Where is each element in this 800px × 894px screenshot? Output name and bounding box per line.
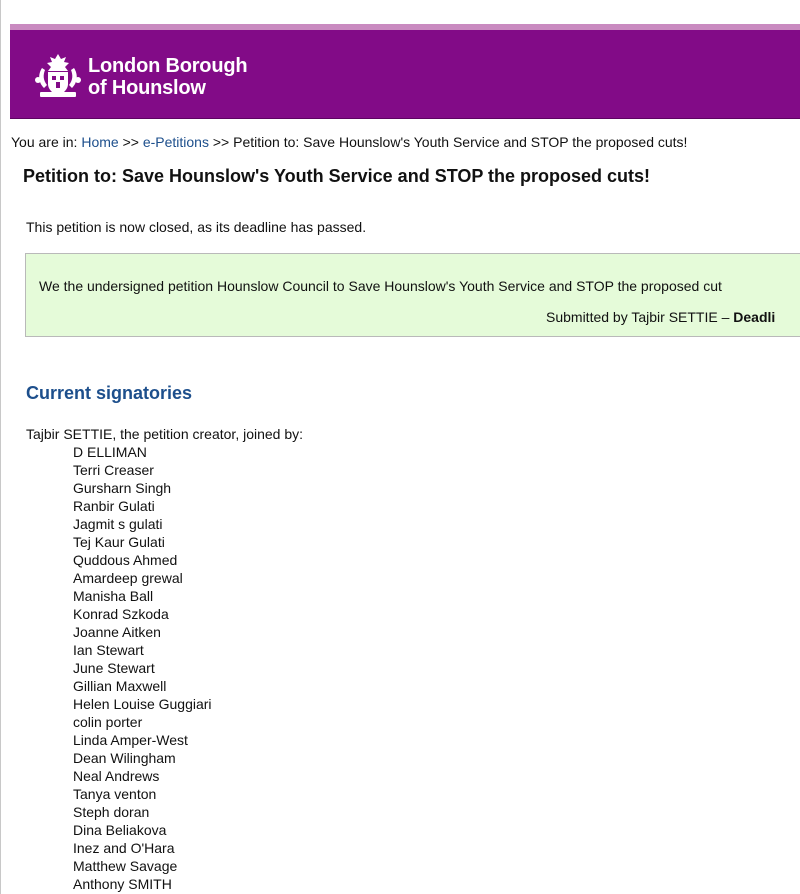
signatory-name: Tanya venton [73,786,157,802]
page-title: Petition to: Save Hounslow's Youth Service and STOP the proposed cuts! [23,166,651,186]
signatory-name: Matthew Savage [73,858,178,874]
signatory-name: Ranbir Gulati [73,498,155,514]
petition-statement-box [25,253,800,337]
signatory-name: Joanne Aitken [73,624,161,640]
deadline-label: Deadli [733,309,776,325]
signatories-heading: Current signatories [26,383,193,403]
signatory-name: Jagmit s gulati [73,516,163,532]
council-name-line2: of Hounslow [88,77,206,99]
breadcrumb-home-link[interactable]: Home [81,134,119,150]
page-left-border [0,0,1,894]
breadcrumb [11,134,687,150]
signatory-name: Terri Creaser [73,462,154,478]
petition-statement: We the undersigned petition Hounslow Council to Save Hounslow's Youth Service and STOP the proposed cut [39,278,722,294]
council-crest-icon[interactable] [32,50,84,102]
signatory-name: Linda Amper-West [73,732,188,748]
signatory-name: Gursharn Singh [73,480,172,496]
signatory-name: Steph doran [73,804,150,820]
council-name[interactable] [88,55,247,99]
signatory-name: Ian Stewart [73,642,144,658]
signatory-name: Gillian Maxwell [73,678,167,694]
breadcrumb-prefix: You are in: [11,134,78,150]
signatory-name: D ELLIMAN [73,444,147,460]
breadcrumb-current: Petition to: Save Hounslow's Youth Service and STOP the proposed cuts! [233,134,688,150]
submitted-by-text: Submitted by Tajbir SETTIE – [546,309,730,325]
site-header-banner [10,30,800,119]
signatory-name: June Stewart [73,660,155,676]
breadcrumb-separator: >> [212,134,230,150]
signatory-name: Dean Wilingham [73,750,176,766]
signatory-name: Tej Kaur Gulati [73,534,165,550]
signatory-name: Dina Beliakova [73,822,167,838]
breadcrumb-epetitions-link[interactable]: e-Petitions [142,134,209,150]
signatory-name: Konrad Szkoda [73,606,169,622]
signatory-name: Manisha Ball [73,588,154,604]
breadcrumb-separator: >> [122,134,139,150]
signatory-name: Quddous Ahmed [73,552,178,568]
petition-submitted-by [546,309,775,325]
signatory-name: colin porter [73,714,143,730]
signatory-name: Helen Louise Guggiari [73,696,212,712]
petition-status-message: This petition is now closed, as its deadline has passed. [26,219,367,235]
petition-creator-line: Tajbir SETTIE, the petition creator, joined by: [26,426,304,442]
signatory-name: Neal Andrews [73,768,160,784]
signatories-list [73,443,212,893]
council-name-line1: London Borough [88,55,248,77]
signatory-name: Inez and O'Hara [73,840,175,856]
signatory-name: Amardeep grewal [73,570,183,586]
signatory-name: Anthony SMITH [73,876,172,892]
